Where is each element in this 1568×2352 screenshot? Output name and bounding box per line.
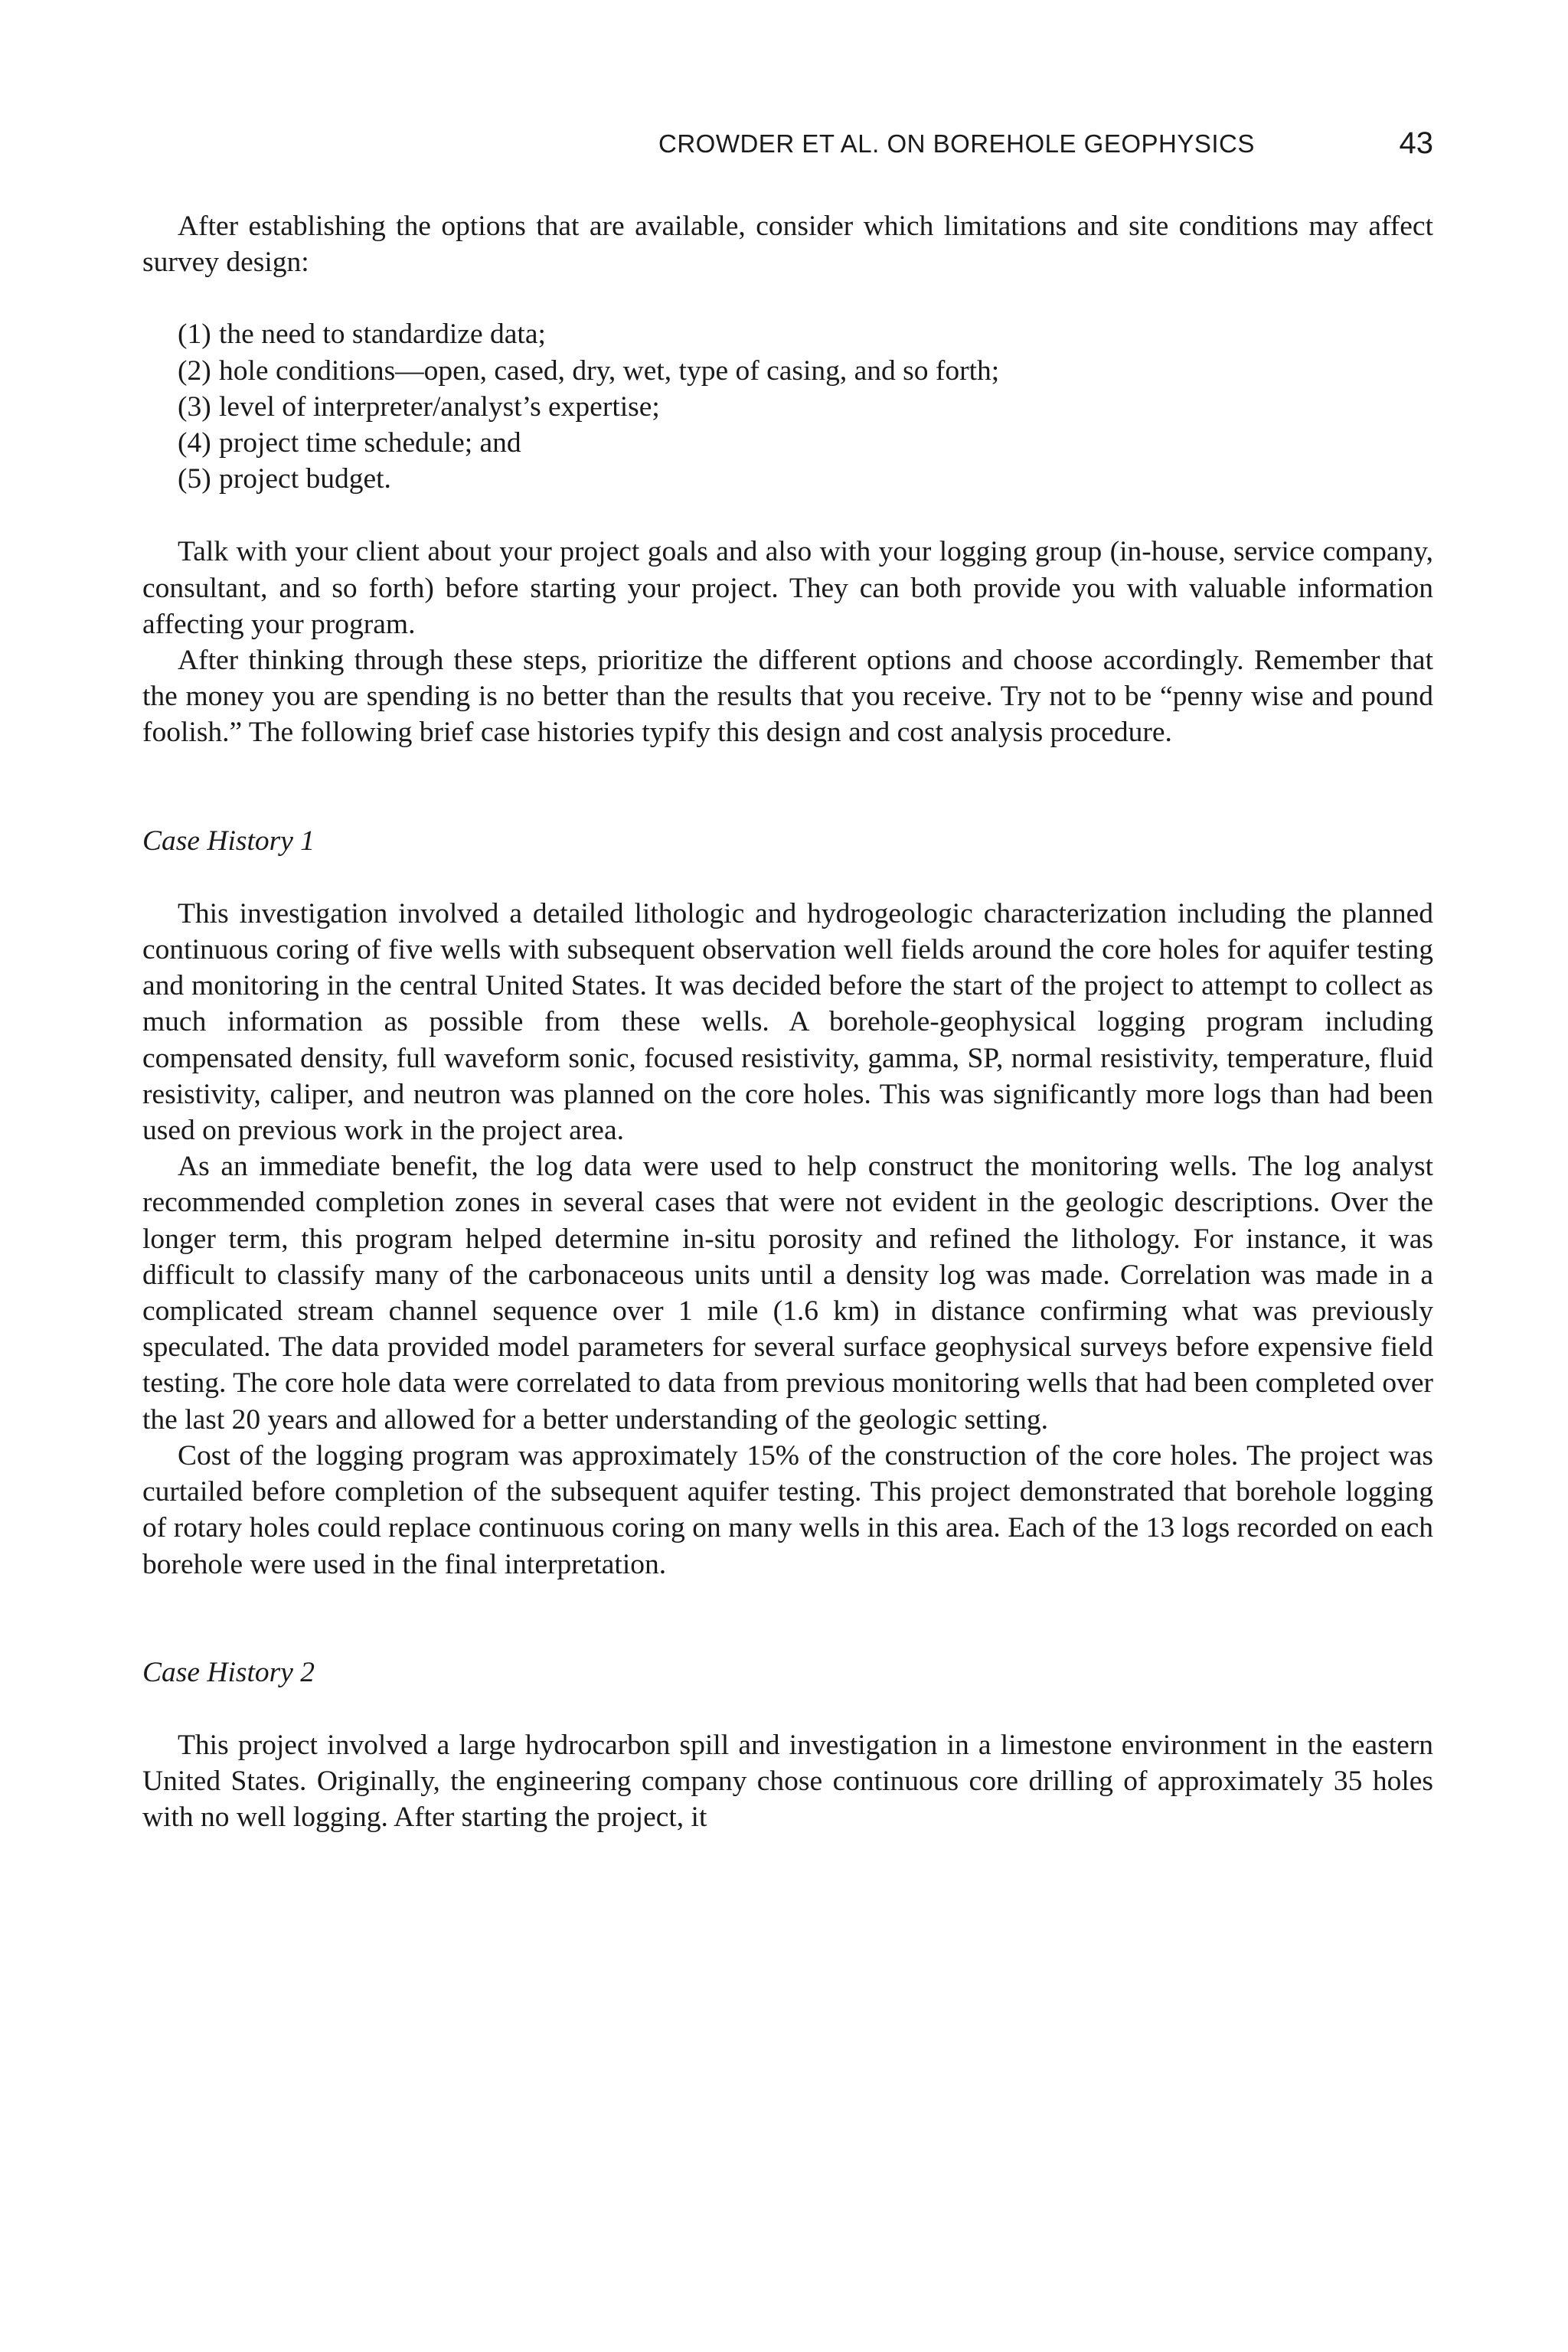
- list-item: [178, 461, 1433, 497]
- case-history-1-heading: Case History 1: [142, 825, 315, 857]
- list-item-text: project budget.: [219, 463, 391, 495]
- case-history-1-paragraph: As an immediate benefit, the log data were used to help construct the monitoring wells. The log analyst recommended completion zones in several cases that were not evident in the geologic descriptions. Over the longer term, this program helped determine in-situ porosity and refined the lithology. For instance, it was difficult to classify many of the carbonaceous units until a density log was made. Correlation was made in a complicated stream channel sequence over 1 mile (1.6 km) in distance confirming what was previously speculated. The data provided model parameters for several surface geophysical surveys before expensive field testing. The core hole data were correlated to data from previous monitoring wells that had been completed over the last 20 years and allowed for a better understanding of the geologic setting.: [142, 1151, 1433, 1436]
- list-item-text: level of interpreter/analyst’s expertise;: [219, 390, 660, 423]
- list-item-number: (3): [178, 390, 211, 423]
- list-item-number: (5): [178, 463, 211, 495]
- list-item: [178, 389, 1433, 425]
- list-item: [178, 353, 1433, 389]
- list-item-number: (1): [178, 318, 211, 351]
- advice-paragraph: After thinking through these steps, prioritize the different options and choose accordingly. Remember that the money you are spending is no better than the results that you receive. Try not to be “penny wise and pound foolish.” The following brief case histories typify this design and cost analysis procedure.: [142, 645, 1433, 749]
- page-number: 43: [1399, 126, 1433, 160]
- conditions-list: [142, 316, 1433, 497]
- intro-paragraph: After establishing the options that are available, consider which limitations and site conditions may affect survey design:: [142, 211, 1433, 279]
- page-body: [142, 208, 1433, 1836]
- list-item-number: (4): [178, 427, 211, 459]
- list-item: [178, 316, 1433, 352]
- list-item-text: hole conditions—open, cased, dry, wet, type of casing, and so forth;: [219, 354, 1000, 387]
- list-item-text: the need to standardize data;: [219, 318, 546, 351]
- page-header: [658, 126, 1433, 165]
- case-history-2-paragraph: This project involved a large hydrocarbon spill and investigation in a limestone environment in the eastern United States. Originally, the engineering company chose continuous core drilling of approximately 35 holes with no well logging. After starting the project, it: [142, 1729, 1433, 1834]
- list-item: [178, 425, 1433, 461]
- running-title: CROWDER ET AL. ON BOREHOLE GEOPHYSICS: [658, 129, 1255, 158]
- list-item-number: (2): [178, 354, 211, 387]
- list-item-text: project time schedule; and: [219, 427, 521, 459]
- advice-paragraph: Talk with your client about your project goals and also with your logging group (in-house, service company, consultant, and so forth) before starting your project. They can both provide you with valuable information affecting your program.: [142, 536, 1433, 640]
- case-history-1-paragraph: This investigation involved a detailed lithologic and hydrogeologic characterization including the planned continuous coring of five wells with subsequent observation well fields around the core holes for aquifer testing and monitoring in the central United States. It was decided before the start of the project to attempt to collect as much information as possible from these wells. A borehole-geophysical logging program including compensated density, full waveform sonic, focused resistivity, gamma, SP, normal resistivity, temperature, fluid resistivity, caliper, and neutron was planned on the core holes. This was significantly more logs than had been used on previous work in the project area.: [142, 897, 1433, 1147]
- case-history-2-heading: Case History 2: [142, 1656, 315, 1688]
- case-history-1-paragraph: Cost of the logging program was approximately 15% of the construction of the core holes. The project was curtailed before completion of the subsequent aquifer testing. This project demonstrated that borehole logging of rotary holes could replace continuous coring on many wells in this area. Each of the 13 logs recorded on each borehole were used in the final interpretation.: [142, 1439, 1433, 1580]
